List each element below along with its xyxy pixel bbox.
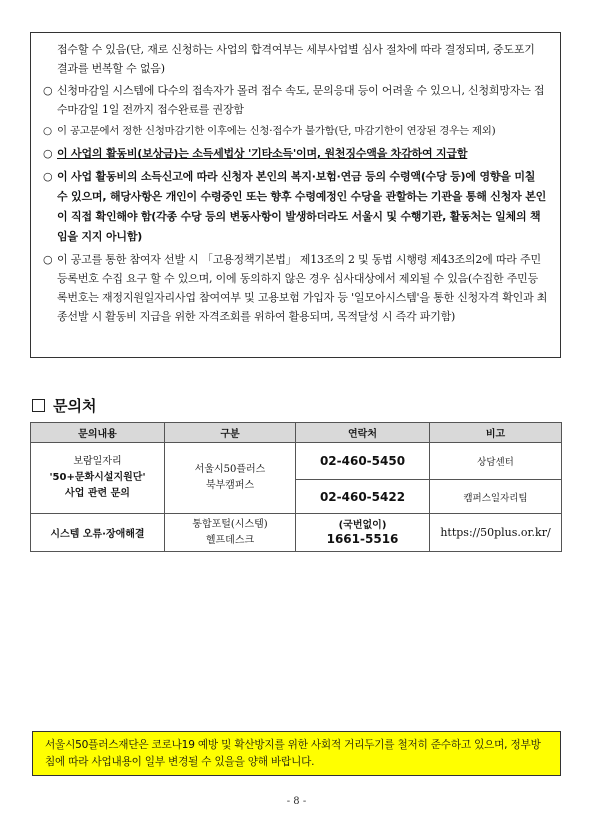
notice-item-text: 신청마감일 시스템에 다수의 접속자가 몰려 접수 속도, 문의응대 등이 어려울 수 있으니, 신청희망자는 접수마감일 1일 전까지 접수완료를 권장함: [57, 84, 545, 116]
division-line: 헬프데스크: [205, 534, 255, 546]
division-line: 북부캠퍼스: [205, 480, 255, 491]
phone-number: 1661-5516: [326, 532, 399, 546]
division-cell: [165, 443, 296, 514]
topic-system-error: 시스템 오류·장애해결: [31, 514, 165, 552]
table-row: [31, 443, 562, 480]
topic-line: 사업 관련 문의: [65, 488, 130, 499]
notice-item-income-type: [43, 144, 548, 164]
division-line: 통합포털(시스템): [192, 518, 268, 530]
bullet-icon: ○: [43, 147, 53, 160]
notice-item-resident-number: [43, 250, 548, 326]
notice-item-text: 이 사업의 활동비(보상금)는 소득세법상 '기타소득'이며, 원천징수액을 차감하여 지급함: [57, 147, 468, 160]
table-row: [31, 514, 562, 552]
topic-cell: [31, 443, 165, 514]
notice-item-text: 이 공고를 통한 참여자 선발 시 「고용정책기본법」 제13조의 2 및 동법 시행령 제43조의2에 따라 주민등록번호 수집 요구 할 수 있으며, 이에 동의하지 않은 경우 심사대상에서 제외될 수 있음(수집한 주민등록번호는 재정지원일자리사업 참여여부 및 고용보험 가입자 등 '일모아시스템'을 통한 신청자격 확인과 최종선발 시 활동비 지급을 위한 자격조회를 위하여 활용되며, 목적달성 시 즉각 파기함): [57, 253, 548, 323]
notice-continuation: 접수할 수 있음(단, 재로 신청하는 사업의 합격여부는 세부사업별 심사 절차에 따라 결정되며, 중도포기 결과를 번복할 수 없음): [57, 43, 535, 75]
header-topic: 문의내용: [31, 423, 165, 443]
phone-jobs-team[interactable]: 02-460-5422: [296, 480, 430, 514]
note-counseling-center: 상담센터: [430, 443, 562, 480]
notice-item-deadline-advice: [43, 81, 548, 119]
notice-item-text: 이 공고문에서 정한 신청마감기한 이후에는 신청·접수가 불가함(단, 마감기한이 연장된 경우는 제외): [57, 125, 496, 137]
phone-prefix: (국번없이): [338, 520, 387, 531]
bullet-icon: ○: [43, 170, 53, 183]
header-division: 구분: [165, 423, 296, 443]
bullet-icon: ○: [43, 253, 53, 266]
checkbox-square-icon: [32, 399, 45, 412]
topic-line: 보람일자리: [73, 456, 122, 467]
bullet-icon: ○: [43, 84, 53, 97]
division-helpdesk: [165, 514, 296, 552]
division-line: 서울시50플러스: [194, 464, 266, 475]
notice-box: [30, 32, 561, 358]
note-jobs-team: 캠퍼스일자리팀: [430, 480, 562, 514]
bullet-icon: ○: [43, 125, 52, 137]
section-title: 문의처: [53, 397, 97, 415]
contact-table: [30, 422, 562, 552]
table-header-row: [31, 423, 562, 443]
website-link[interactable]: https://50plus.or.kr/: [430, 514, 562, 552]
page-number: - 8 -: [286, 796, 307, 807]
section-heading-contact: [32, 395, 96, 416]
notice-item-income-report: [43, 167, 548, 247]
phone-helpdesk[interactable]: [296, 514, 430, 552]
topic-program-name: '50+문화시설지원단': [49, 472, 146, 483]
phone-counseling[interactable]: 02-460-5450: [296, 443, 430, 480]
header-note: 비고: [430, 423, 562, 443]
header-contact: 연락처: [296, 423, 430, 443]
notice-item-deadline: [43, 122, 548, 141]
notice-item-text: 이 사업 활동비의 소득신고에 따라 신청자 본인의 복지·보험·연금 등의 수령액(수당 등)에 영향을 미칠 수 있으며, 해당사항은 개인이 수령중인 또는 향후 수령예정인 수당을 관할하는 기관을 통해 신청자 본인이 직접 확인해야 함(각종 수당 등의 변동사항이 발생하더라도 서울시 및 수행기관, 활동처는 일체의 책임을 지지 아니함): [57, 170, 547, 243]
notice-banner: 서울시50플러스재단은 코로나19 예방 및 확산방지를 위한 사회적 거리두기를 철저히 준수하고 있으며, 정부방침에 따라 사업내용이 일부 변경될 수 있을을 양해 바랍니다.: [32, 731, 561, 776]
